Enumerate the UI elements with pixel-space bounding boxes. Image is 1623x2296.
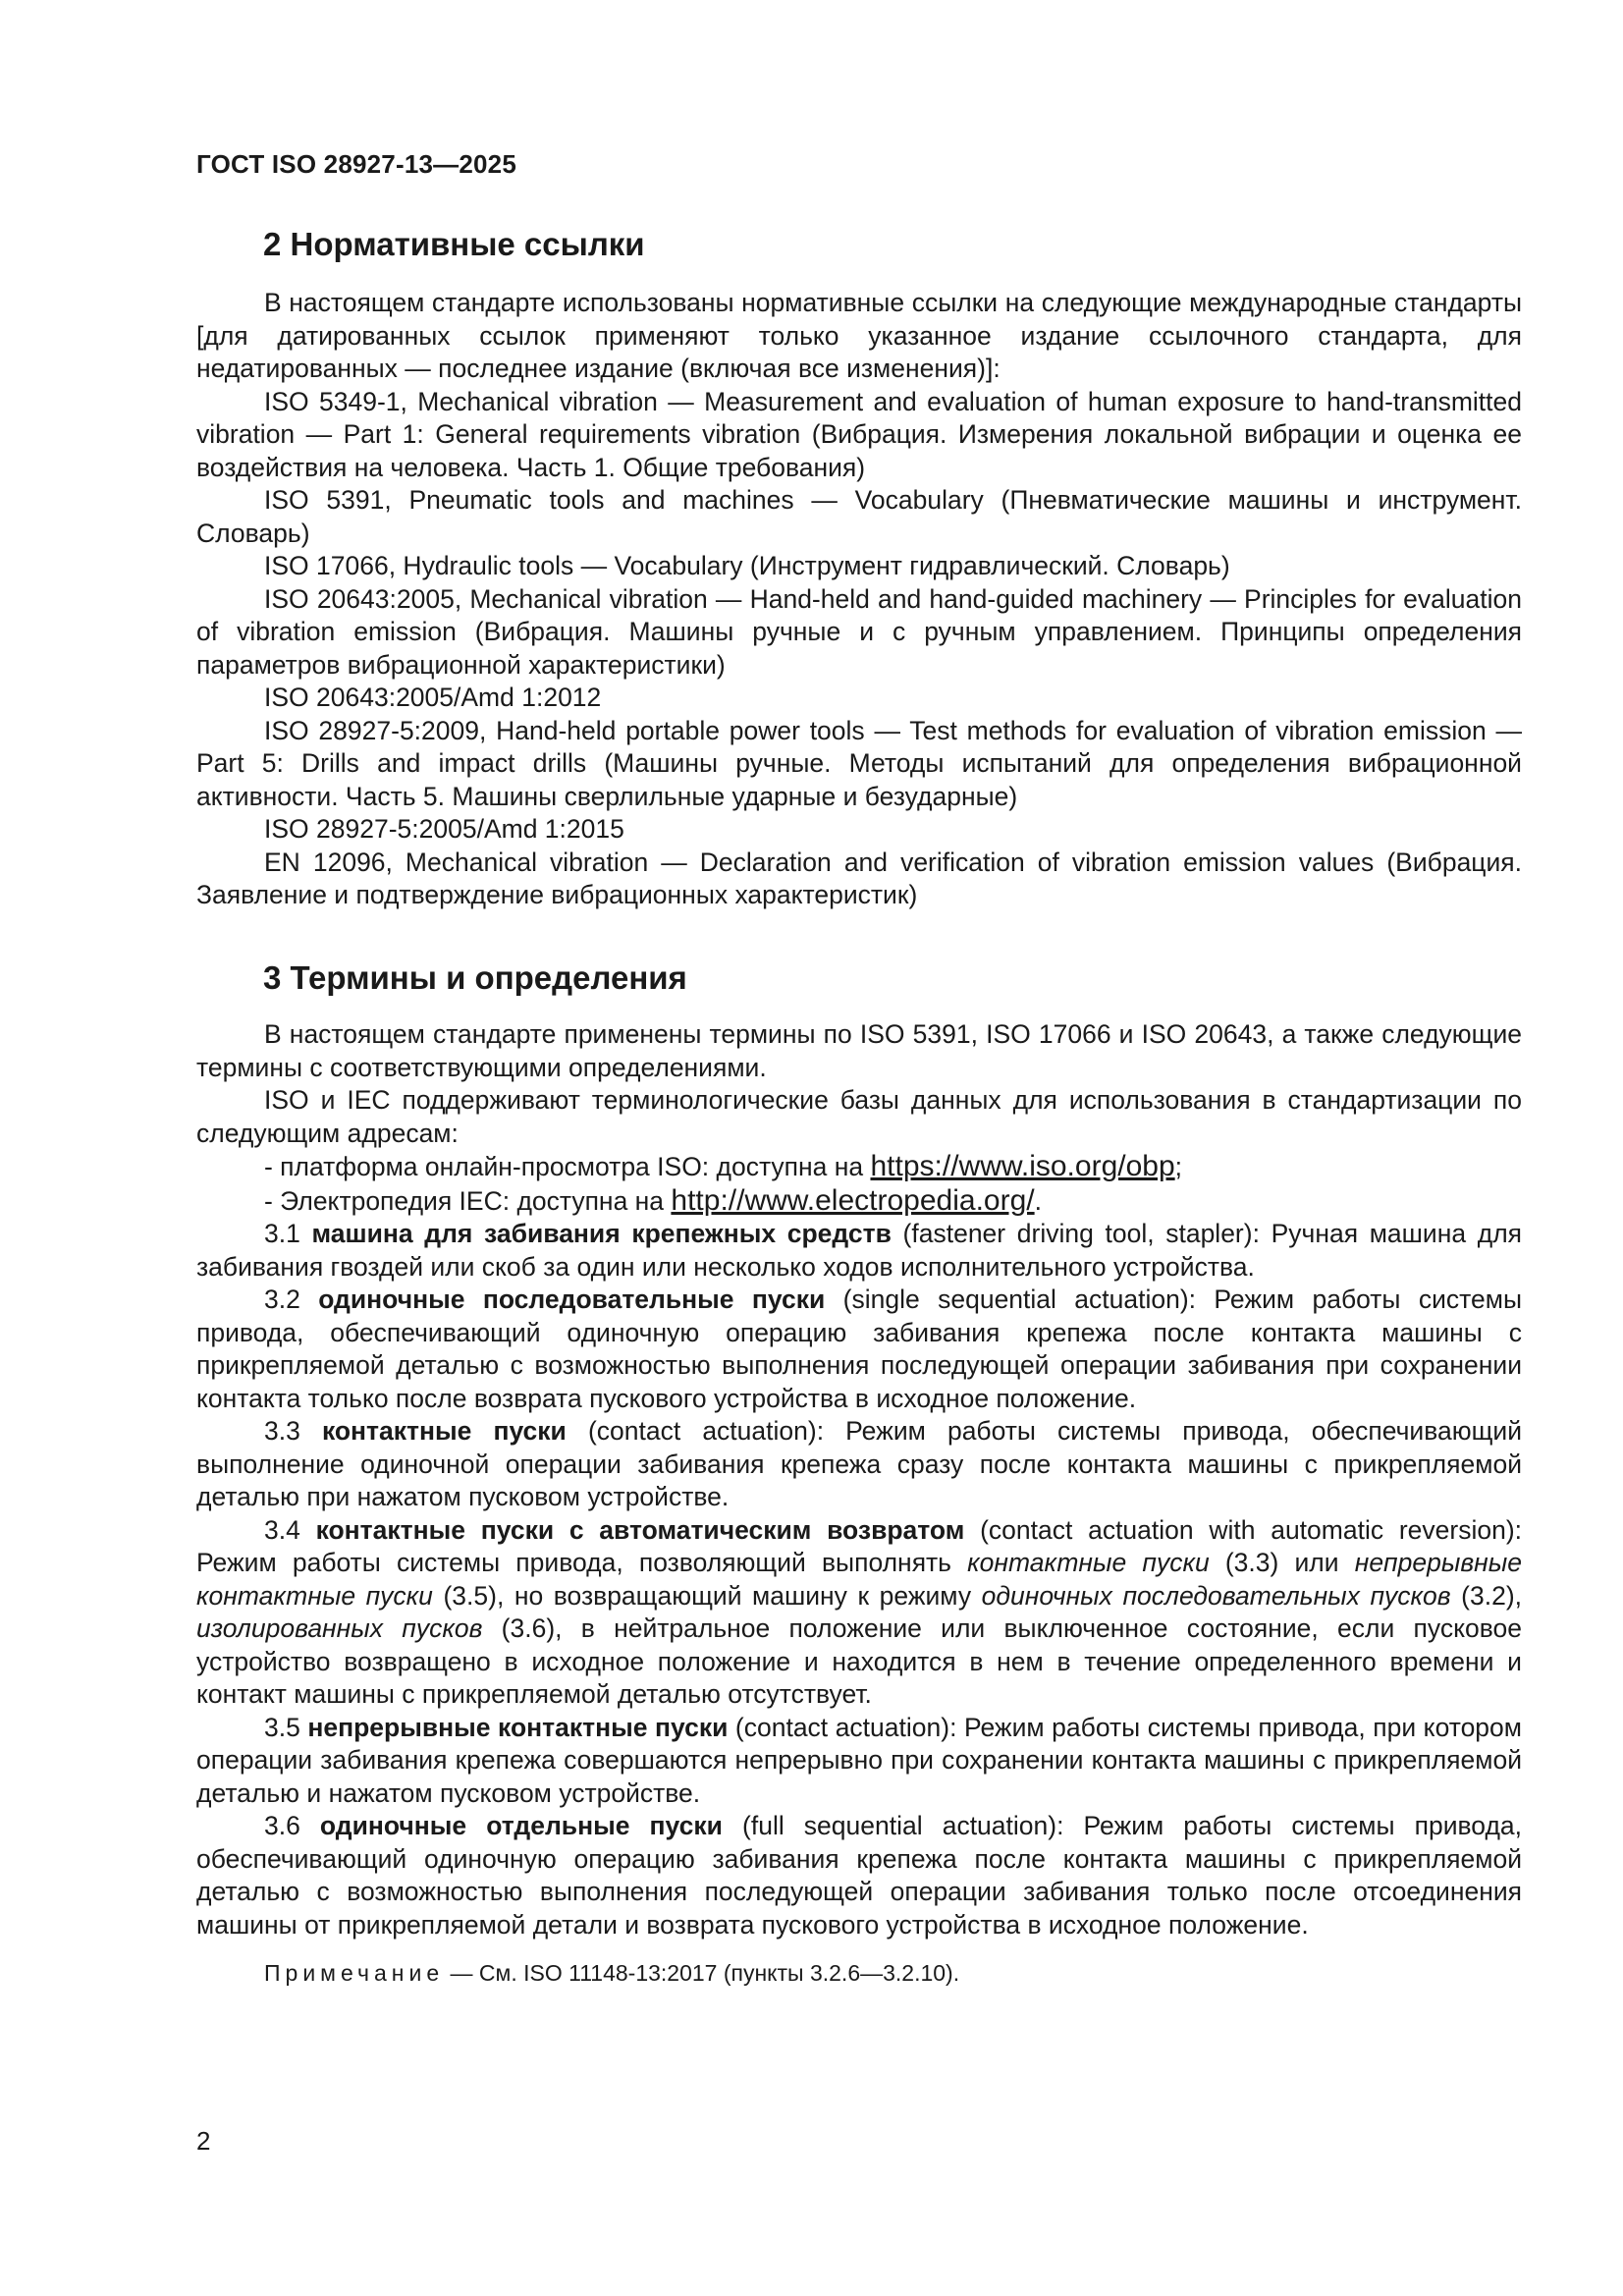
terminology-db-item xyxy=(196,1150,1522,1184)
note xyxy=(264,1960,959,1987)
electropedia-link[interactable]: http://www.electropedia.org/ xyxy=(671,1183,1035,1217)
term-name: контактные пуски xyxy=(321,1416,567,1446)
term-definition: (contact actuation): Режим работы системы привода, при котором операции забивания крепежа совершаются непрерывно при сохранении контакта машины с прикрепляемой деталью и нажатом пусковом устройстве. xyxy=(196,1712,1522,1808)
section-2-title: 2 Нормативные ссылки xyxy=(263,226,645,262)
note-label: Примечание xyxy=(264,1960,445,1986)
reference-item: EN 12096, Mechanical vibration — Declaration and verification of vibration emission values (Вибрация. Заявление и подтверждение вибрационных характеристик) xyxy=(196,847,1522,909)
reference-item: ISO 28927-5:2005/Amd 1:2015 xyxy=(264,814,624,844)
term-number: 3.3 xyxy=(264,1416,322,1446)
terminology-db-item xyxy=(196,1184,1522,1219)
db-item-punct: . xyxy=(1034,1185,1042,1216)
page-number: 2 xyxy=(196,2126,211,2156)
term-number: 3.1 xyxy=(264,1219,312,1248)
term-definition: (single sequential actuation): Режим работы системы привода, обеспечивающий одиночную операцию забивания крепежа после контакта машины с прикрепляемой деталью с возможностью выполнения последующей операции забивания при сохранении контакта только после возврата пускового устройства в исходное положение. xyxy=(196,1285,1522,1413)
term-definition: (3.5), но возвращающий машину к режиму xyxy=(432,1580,982,1611)
reference-item: ISO 20643:2005/Amd 1:2012 xyxy=(264,683,602,712)
term-number: 3.4 xyxy=(264,1514,316,1545)
term-definition: (full sequential actuation): Режим работы системы привода, обеспечивающий одиночную операцию забивания крепежа после контакта машины с прикрепляемой деталью с возможностью выполнения последующей операции забивания только после отсоединения машины от прикрепляемой детали и возврата пускового устройства в исходное положение. xyxy=(196,1811,1523,1940)
reference-item: ISO 5349-1, Mechanical vibration — Measurement and evaluation of human exposure to hand-transmitted vibration — Part 1: General requirements vibration (Вибрация. Измерения локальной вибрации и оценка ее воздействия на человека. Часть 1. Общие требования) xyxy=(196,386,1522,482)
term-definition: (fastener driving tool, stapler): Ручная машина для забивания гвоздей или скоб за один или несколько ходов исполнительного устройства. xyxy=(196,1219,1523,1282)
term-definition: (3.2), xyxy=(1450,1580,1523,1611)
term-entry-3-4 xyxy=(196,1514,1522,1712)
term-name: одиночные отдельные пуски xyxy=(319,1811,723,1840)
term-entry-3-3 xyxy=(196,1415,1522,1514)
term-entry-3-6 xyxy=(196,1810,1522,1941)
term-number: 3.5 xyxy=(264,1712,308,1742)
term-name: контактные пуски с автоматическим возвратом xyxy=(315,1514,965,1545)
term-definition: (3.6), в нейтральное положение или выключенное состояние, если пусковое устройство возвращено в исходное положение и находится в нем в течение определенного времени и контакт машины с прикрепляемой деталью отсутствует. xyxy=(196,1613,1522,1709)
term-name: машина для забивания крепежных средств xyxy=(311,1219,892,1248)
term-crossref: изолированных пусков xyxy=(196,1613,483,1643)
reference-item: ISO 28927-5:2009, Hand-held portable power tools — Test methods for evaluation of vibration emission — Part 5: Drills and impact drills (Машины ручные. Методы испытаний для определения вибрационной активности. Часть 5. Машины сверлильные ударные и безударные) xyxy=(196,715,1522,811)
db-item-text: - платформа онлайн-просмотра ISO: доступна на xyxy=(264,1152,871,1181)
section-2-body xyxy=(196,287,1522,912)
term-crossref: одиночных последовательных пусков xyxy=(981,1580,1451,1611)
term-crossref: непрерывные контактные пуски xyxy=(196,1548,1523,1611)
note-text: — См. ISO 11148-13:2017 (пункты 3.2.6—3.2.10). xyxy=(444,1960,960,1986)
section-3-title: 3 Термины и определения xyxy=(263,959,687,996)
section-2-intro: В настоящем стандарте использованы нормативные ссылки на следующие международные стандарты [для датированных ссылок применяют только указанное издание ссылочного стандарта, для недатированных — последнее издание (включая все изменения)]: xyxy=(196,288,1522,383)
db-item-punct: ; xyxy=(1174,1152,1183,1181)
reference-item: ISO 5391, Pneumatic tools and machines — Vocabulary (Пневматические машины и инструмент. Словарь) xyxy=(196,485,1522,548)
term-name: одиночные последовательные пуски xyxy=(318,1285,826,1314)
terminology-db-intro: ISO и IEC поддерживают терминологические базы данных для использования в стандартизации по следующим адресам: xyxy=(196,1085,1522,1148)
term-definition: (contact actuation with automatic reversion): Режим работы системы привода, позволяющий выполнять xyxy=(196,1514,1523,1577)
term-definition: (3.3) или xyxy=(1209,1548,1355,1577)
term-name: непрерывные контактные пуски xyxy=(307,1712,729,1742)
term-entry-3-1 xyxy=(196,1218,1522,1284)
term-definition: (contact actuation): Режим работы системы привода, обеспечивающий выполнение одиночной операции забивания крепежа сразу после контакта машины с прикрепляемой деталью при нажатом пусковом устройстве. xyxy=(196,1416,1522,1511)
term-crossref: контактные пуски xyxy=(967,1548,1210,1577)
term-entry-3-2 xyxy=(196,1284,1522,1415)
section-3-body xyxy=(196,1018,1522,1941)
db-item-text: - Электропедия IEC: доступна на xyxy=(264,1185,672,1216)
document-header: ГОСТ ISO 28927-13—2025 xyxy=(196,149,516,179)
term-number: 3.6 xyxy=(264,1811,320,1840)
term-entry-3-5 xyxy=(196,1712,1522,1811)
section-3-intro: В настоящем стандарте применены термины по ISO 5391, ISO 17066 и ISO 20643, а также следующие термины с соответствующими определениями. xyxy=(196,1019,1522,1082)
iso-obp-link[interactable]: https://www.iso.org/obp xyxy=(870,1150,1175,1182)
term-number: 3.2 xyxy=(264,1285,319,1314)
reference-item: ISO 17066, Hydraulic tools — Vocabulary (Инструмент гидравлический. Словарь) xyxy=(264,551,1230,580)
reference-item: ISO 20643:2005, Mechanical vibration — Hand-held and hand-guided machinery — Principles for evaluation of vibration emission (Вибрация. Машины ручные и с ручным управлением. Принципы определения параметров вибрационной характеристики) xyxy=(196,583,1522,680)
